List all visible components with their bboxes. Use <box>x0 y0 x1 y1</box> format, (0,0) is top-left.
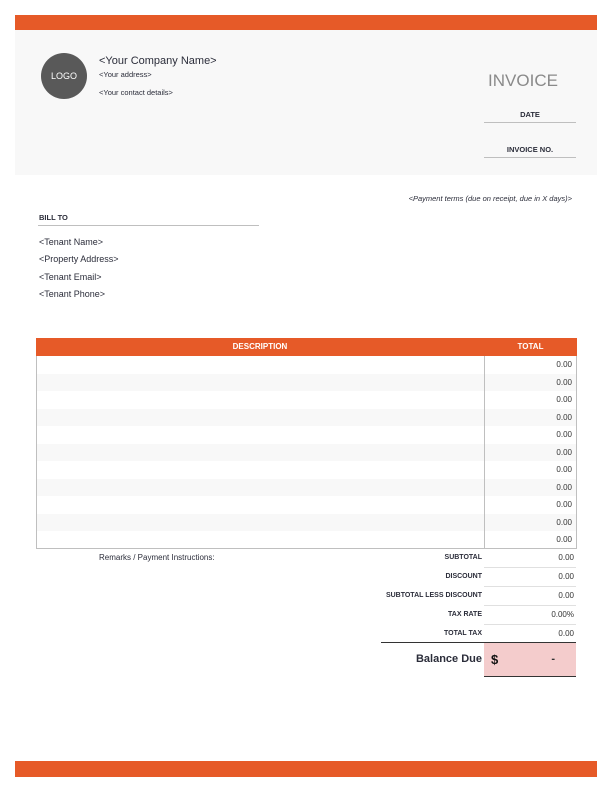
invoice-title: INVOICE <box>488 71 558 90</box>
table-row[interactable] <box>37 496 576 514</box>
company-name[interactable]: <Your Company Name> <box>99 55 217 67</box>
table-row[interactable] <box>37 531 576 549</box>
balance-underline <box>484 676 576 677</box>
row-total: 0.00 <box>556 482 572 492</box>
invoice-number-label: INVOICE NO. <box>506 145 554 154</box>
subtotal-less-discount-value: 0.00 <box>558 591 574 600</box>
company-contact[interactable]: <Your contact details> <box>99 88 173 97</box>
logo-text: LOGO <box>50 71 77 81</box>
subtotal-value: 0.00 <box>558 553 574 562</box>
currency-symbol: $ <box>491 652 499 667</box>
invoice-number-field[interactable] <box>484 157 576 158</box>
tenant-address[interactable]: <Property Address> <box>39 254 119 264</box>
table-header <box>36 338 577 356</box>
discount-label: DISCOUNT <box>445 573 482 580</box>
row-total: 0.00 <box>556 395 572 404</box>
date-label: DATE <box>520 110 540 119</box>
table-row[interactable] <box>37 479 576 497</box>
bill-to-label: BILL TO <box>39 213 68 222</box>
subtotal-label: SUBTOTAL <box>444 554 482 561</box>
column-divider <box>484 356 485 549</box>
summary-divider <box>484 586 576 587</box>
discount-value[interactable]: 0.00 <box>558 572 574 581</box>
bill-to-divider <box>38 225 259 226</box>
date-field[interactable] <box>484 122 576 123</box>
row-total: 0.00 <box>556 447 572 457</box>
tenant-name[interactable]: <Tenant Name> <box>39 237 104 247</box>
row-total: 0.00 <box>556 465 572 474</box>
total-tax-value: 0.00 <box>558 629 574 638</box>
table-row[interactable] <box>37 391 576 409</box>
row-total: 0.00 <box>556 360 572 369</box>
description-header: DESCRIPTION <box>232 342 288 351</box>
balance-due-box <box>484 643 576 676</box>
tenant-phone[interactable]: <Tenant Phone> <box>39 289 106 299</box>
payment-terms[interactable]: <Payment terms (due on receipt, due in X days)> <box>408 194 572 203</box>
summary-divider <box>484 567 576 568</box>
tenant-email[interactable]: <Tenant Email> <box>39 272 102 282</box>
row-total: 0.00 <box>556 535 572 544</box>
balance-due-amount: - <box>551 653 555 665</box>
table-row[interactable] <box>37 514 576 532</box>
subtotal-less-discount-label: SUBTOTAL LESS DISCOUNT <box>385 592 482 599</box>
table-row[interactable] <box>37 409 576 427</box>
table-row[interactable] <box>37 461 576 479</box>
table-row[interactable] <box>37 426 576 444</box>
table-row[interactable] <box>37 374 576 392</box>
total-header: TOTAL <box>517 342 544 351</box>
company-logo <box>41 53 87 99</box>
tax-rate-value[interactable]: 0.00% <box>551 610 574 619</box>
row-total: 0.00 <box>556 500 572 509</box>
bottom-accent-bar <box>15 761 597 777</box>
row-total: 0.00 <box>556 412 572 422</box>
top-accent-bar <box>15 15 597 30</box>
table-row[interactable] <box>37 356 576 374</box>
summary-divider <box>484 605 576 606</box>
total-tax-label: TOTAL TAX <box>444 630 482 637</box>
row-total: 0.00 <box>556 377 572 387</box>
company-address[interactable]: <Your address> <box>99 70 152 79</box>
remarks-label[interactable]: Remarks / Payment Instructions: <box>99 553 215 562</box>
row-total: 0.00 <box>556 430 572 439</box>
row-total: 0.00 <box>556 517 572 527</box>
balance-due-label: Balance Due <box>415 653 482 665</box>
tax-rate-label: TAX RATE <box>448 611 482 618</box>
summary-divider <box>484 624 576 625</box>
table-row[interactable] <box>37 444 576 462</box>
